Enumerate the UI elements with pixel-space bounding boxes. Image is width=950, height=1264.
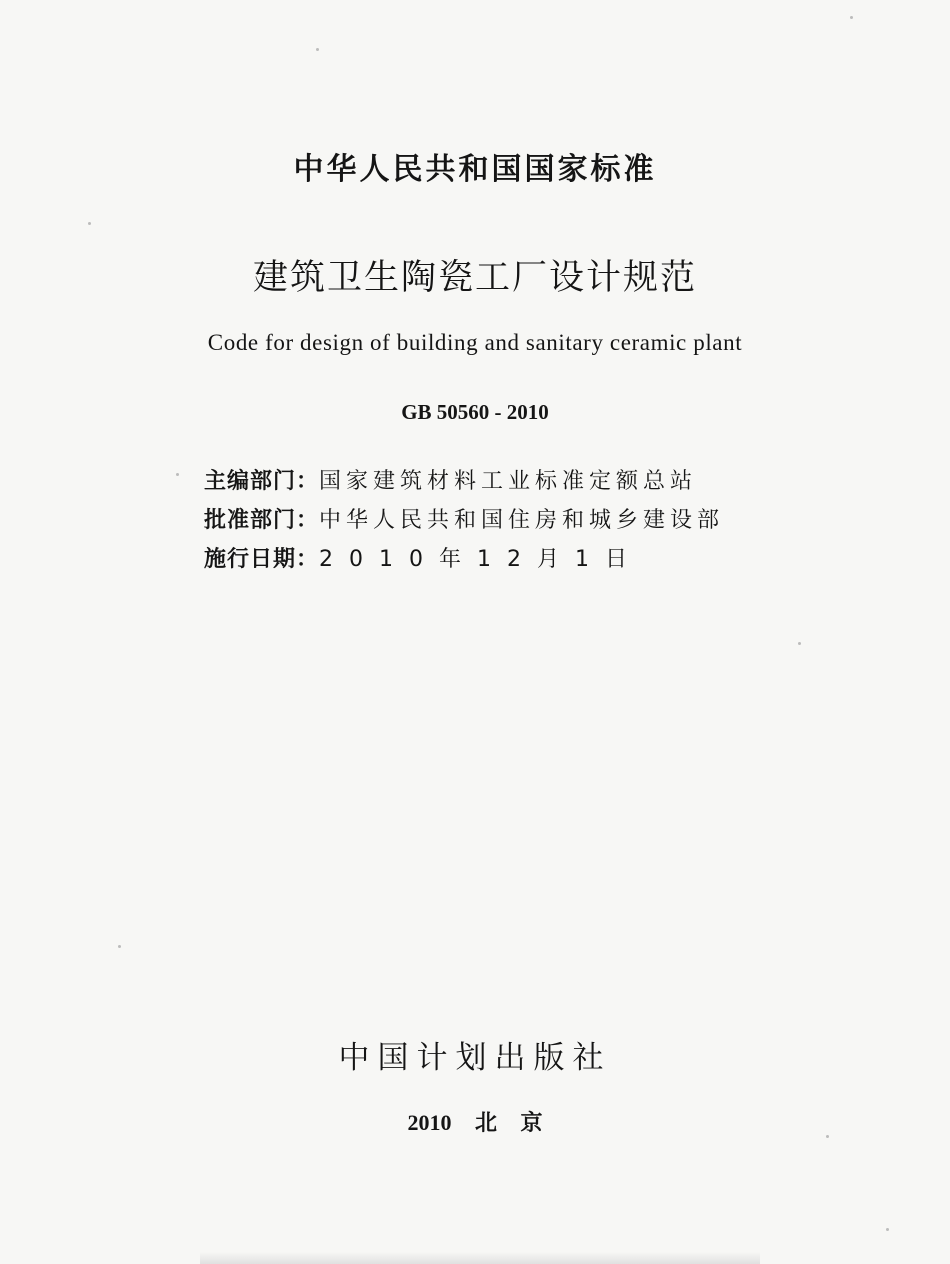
scan-speck [88,222,91,225]
standard-code: GB 50560 - 2010 [401,400,549,424]
title-english: Code for design of building and sanitary ceramic plant [207,330,743,355]
scan-speck [798,642,801,645]
scan-speck [118,945,121,948]
standard-type-heading: 中华人民共和国国家标准 [293,152,657,187]
info-value: 2010年12月1日 [319,547,643,572]
title-chinese: 建筑卫生陶瓷工厂设计规范 [252,258,697,298]
info-row-effective-date [204,540,724,579]
scan-speck [826,1135,829,1138]
info-label: 施行日期： [204,547,320,572]
info-row-chief-editor [204,462,724,501]
info-block [204,462,724,579]
info-value: 国家建筑材料工业标准定额总站 [319,469,698,494]
publication-year-city: 2010 北 京 [407,1110,543,1135]
scan-edge-shadow [200,1252,760,1264]
info-value: 中华人民共和国住房和城乡建设部 [319,508,725,533]
publisher-name: 中国计划出版社 [338,1040,612,1076]
scan-speck [316,48,319,51]
scan-speck [850,16,853,19]
info-row-approval [204,501,724,540]
info-label: 主编部门： [204,469,320,494]
scan-speck [176,473,179,476]
scan-speck [886,1228,889,1231]
info-label: 批准部门： [204,508,320,533]
